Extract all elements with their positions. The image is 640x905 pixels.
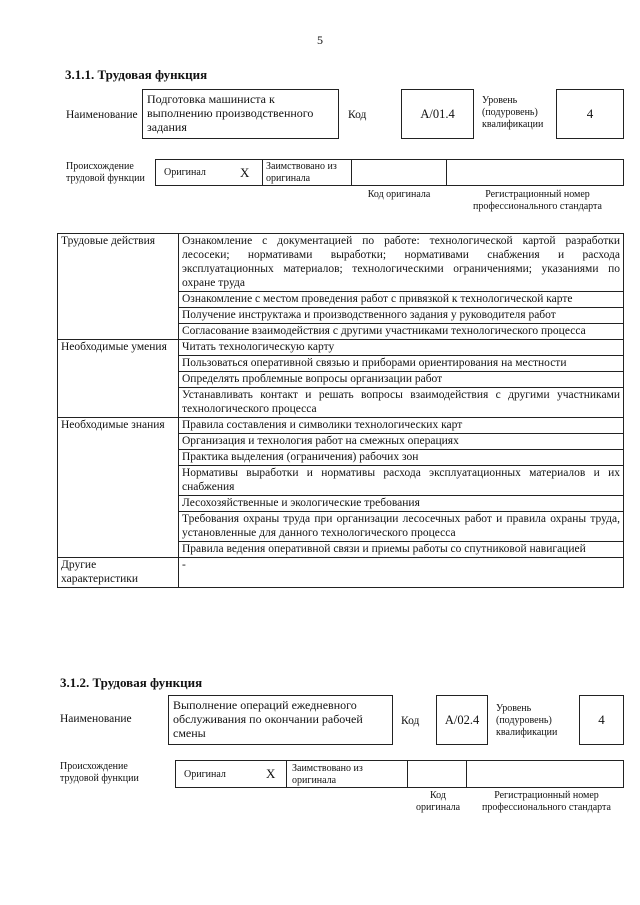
name-label: Наименование <box>60 713 132 725</box>
name-value-box <box>142 89 339 139</box>
action-item: Согласование взаимодействия с другими участниками технологического процесса <box>179 324 624 340</box>
other-value: - <box>179 558 624 588</box>
knowledge-item: Организация и технология работ на смежных операциях <box>179 434 624 450</box>
code-label: Код <box>401 715 420 727</box>
original-cell <box>155 159 263 186</box>
action-item: Ознакомление с местом проведения работ с привязкой к технологической карте <box>179 292 624 308</box>
code-original-label: Код оригинала <box>415 790 461 813</box>
borrowed-cell <box>262 159 352 186</box>
code-label: Код <box>348 109 367 121</box>
code-original-label: Код оригинала <box>367 189 431 200</box>
name-value: Выполнение операций ежедневного обслуживания по окончании рабочей смены <box>173 698 363 740</box>
code-original-cell <box>407 760 467 788</box>
table-row <box>58 558 624 588</box>
skills-label: Необходимые умения <box>58 340 179 418</box>
knowledge-item: Практика выделения (ограничения) рабочих зон <box>179 450 624 466</box>
level-label: Уровень (подуровень) квалификации <box>496 703 558 738</box>
borrowed-label: Заимствовано из оригинала <box>292 763 363 786</box>
knowledge-item: Требования охраны труда при организации лесосечных работ и правила охраны труда, установленные для данного технологического процесса <box>179 512 624 542</box>
level-label: Уровень (подуровень) квалификации <box>482 95 544 130</box>
skill-item: Пользоваться оперативной связью и приборами ориентирования на местности <box>179 356 624 372</box>
section-title-3-1-1: 3.1.1. Трудовая функция <box>65 67 208 82</box>
reg-number-cell <box>446 159 624 186</box>
skill-item: Читать технологическую карту <box>179 340 624 356</box>
action-item: Получение инструктажа и производственного задания у руководителя работ <box>179 308 624 324</box>
code-value-box <box>436 695 488 745</box>
action-item: Ознакомление с документацией по работе: технологической картой разработки лесосеки; нормативами выработки; нормативами снабжения и расхода эксплуатационных материалов; технологическими ограничениями; указаниями по охране труда <box>179 234 624 292</box>
original-label: Оригинал <box>164 167 206 178</box>
reg-number-label: Регистрационный номер профессионального стандарта <box>473 189 602 212</box>
code-original-cell <box>351 159 447 186</box>
original-cell <box>175 760 287 788</box>
borrowed-cell <box>286 760 408 788</box>
original-label: Оригинал <box>184 769 226 780</box>
level-value-box <box>579 695 624 745</box>
code-value: A/01.4 <box>420 106 455 121</box>
knowledge-item: Нормативы выработки и нормативы расхода эксплуатационных материалов и их снабжения <box>179 466 624 496</box>
name-label: Наименование <box>66 109 138 121</box>
table-row <box>58 340 624 356</box>
level-value: 4 <box>586 106 594 121</box>
table-row <box>58 234 624 292</box>
function-table <box>57 233 624 588</box>
other-label: Другие характеристики <box>58 558 179 588</box>
knowledge-item: Правила составления и символики технологических карт <box>179 418 624 434</box>
borrowed-label: Заимствовано из оригинала <box>266 161 337 184</box>
name-value: Подготовка машиниста к выполнению производственного задания <box>147 92 314 134</box>
origin-label: Происхождение трудовой функции <box>66 161 145 184</box>
level-value: 4 <box>598 712 605 727</box>
knowledge-item: Правила ведения оперативной связи и приемы работы со спутниковой навигацией <box>179 542 624 558</box>
code-value-box <box>401 89 474 139</box>
skill-item: Устанавливать контакт и решать вопросы взаимодействия с другими участниками технологического процесса <box>179 388 624 418</box>
skill-item: Определять проблемные вопросы организации работ <box>179 372 624 388</box>
origin-label: Происхождение трудовой функции <box>60 761 139 784</box>
actions-label: Трудовые действия <box>58 234 179 340</box>
name-value-box <box>168 695 393 745</box>
knowledge-label: Необходимые знания <box>58 418 179 558</box>
page-number: 5 <box>317 33 323 47</box>
reg-number-label: Регистрационный номер профессионального стандарта <box>482 790 611 813</box>
original-mark: X <box>240 165 250 180</box>
code-value: A/02.4 <box>444 712 480 727</box>
reg-number-cell <box>466 760 624 788</box>
table-row <box>58 418 624 434</box>
knowledge-item: Лесохозяйственные и экологические требования <box>179 496 624 512</box>
level-value-box <box>556 89 624 139</box>
original-mark: X <box>266 766 276 781</box>
section-title-3-1-2: 3.1.2. Трудовая функция <box>60 675 203 690</box>
